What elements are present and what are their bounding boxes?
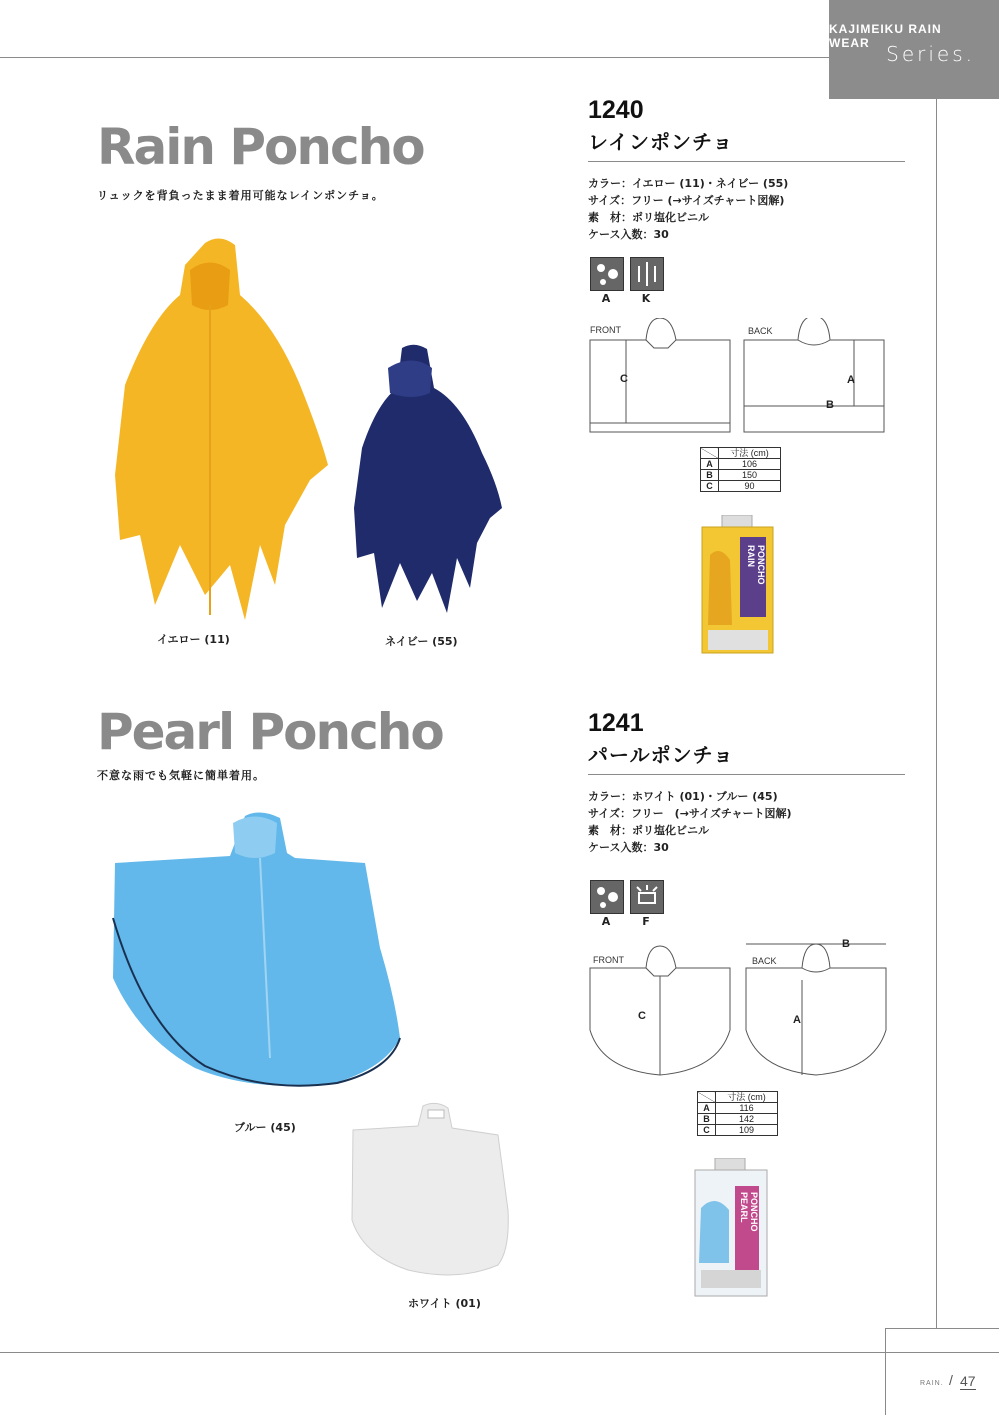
product2-tagline: 不意な雨でも気軽に簡単着用。 [97,769,265,782]
icon-label-k: K [641,292,651,305]
size-table-2 [697,1091,778,1136]
svg-text:PEARL: PEARL [739,1192,749,1223]
white-caption: ホワイト (01) [408,1297,481,1310]
diagram1-label-b: B [826,399,834,411]
product2-specs [588,788,792,856]
blue-caption: ブルー (45) [234,1121,296,1134]
front-label: FRONT [590,325,621,335]
diagram1-label-a: A [847,374,855,386]
page-number: 47 [960,1373,976,1389]
series-label: Series. [886,42,975,66]
size-value: 90 [719,481,781,492]
diagram1-label-c: C [620,373,628,385]
yellow-poncho-photo [110,235,335,625]
back-label: BACK [748,326,773,336]
backpack-icon [630,257,664,291]
size-value: 142 [716,1114,778,1125]
size-value: 106 [719,459,781,470]
size-key: C [701,481,719,492]
package-1 [700,515,775,655]
front-label: FRONT [593,955,624,965]
icon-label-a: A [601,292,611,305]
size-key: B [698,1114,716,1125]
size-value: 150 [719,470,781,481]
svg-text:PONCHO: PONCHO [749,1192,759,1232]
spec-material: 素 材：ポリ塩化ビニル [588,211,709,224]
size-diagram-2 [588,940,888,1085]
spec-size: サイズ：フリー (→サイズチャート図解) [588,807,792,820]
product2-code: 1241 [588,709,644,737]
size-key: B [701,470,719,481]
product2-title: Pearl Poncho [97,703,443,761]
package-2 [693,1158,769,1298]
size-key: C [698,1125,716,1136]
size-key: A [701,459,719,470]
product1-title: Rain Poncho [97,118,424,176]
spec-size: サイズ：フリー (→サイズチャート図解) [588,194,785,207]
size-key: A [698,1103,716,1114]
fold-icon [630,880,664,914]
spec-color: カラー：イエロー (11)・ネイビー (55) [588,177,789,190]
size-table-header: 寸法 (cm) [716,1092,778,1103]
diagram2-label-a: A [793,1014,801,1026]
spec-material: 素 材：ポリ塩化ビニル [588,824,709,837]
yellow-caption: イエロー (11) [157,633,230,646]
blue-poncho-photo [105,808,405,1098]
spec-case: ケース入数：30 [588,841,669,854]
white-poncho-photo [348,1100,513,1285]
back-label: BACK [752,956,777,966]
diagram2-label-c: C [638,1010,646,1022]
size-diagram-1 [588,318,888,438]
drop-icon [590,880,624,914]
icon-label-a: A [601,915,611,928]
svg-text:RAIN: RAIN [746,545,756,567]
spec-case: ケース入数：30 [588,228,669,241]
series-box [829,0,999,99]
navy-caption: ネイビー (55) [385,635,458,648]
size-table-1 [700,447,781,492]
size-value: 116 [716,1103,778,1114]
footer-sep: / [949,1372,953,1388]
navy-poncho-photo [352,343,507,623]
spec-color: カラー：ホワイト (01)・ブルー (45) [588,790,778,803]
diagram2-label-b: B [842,938,850,950]
size-table-header: 寸法 (cm) [719,448,781,459]
product1-tagline: リュックを背負ったまま着用可能なレインポンチョ。 [97,189,384,202]
product1-specs [588,175,788,243]
svg-text:PONCHO: PONCHO [756,545,766,585]
product1-code: 1240 [588,96,644,124]
brand-label: KAJIMEIKU RAIN WEAR [829,22,942,50]
icon-label-f: F [642,915,650,928]
product2-name: パールポンチョ [588,743,734,767]
footer-section: RAIN. [920,1380,944,1387]
product1-name: レインポンチョ [588,130,734,154]
size-value: 109 [716,1125,778,1136]
drop-icon [590,257,624,291]
